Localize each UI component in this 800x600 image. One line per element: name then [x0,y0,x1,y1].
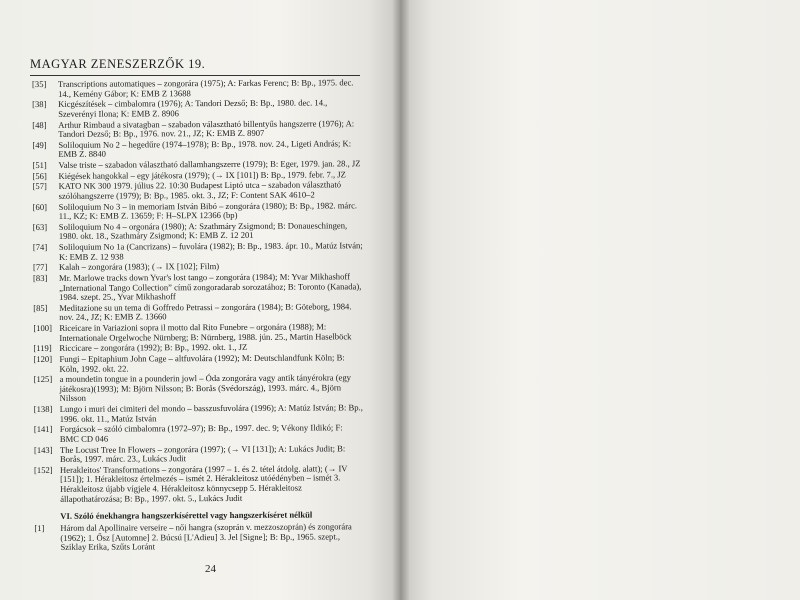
left-page-header [30,57,360,72]
entry-text: KATO NK 300 1979. július 22. 10:30 Budapest Liptó utca – szabadon választható szólóhangszerre (1979); B: Bp., 1985. okt. 3., JZ; F: Content SAK 4610–2 [58,179,342,201]
entry-number: [125] [33,374,53,385]
entry-number: [57] [32,181,47,192]
catalog-entry [34,373,364,404]
entry-number: [49] [32,139,47,150]
entry-number: [138] [33,403,53,414]
entry-number: [38] [32,99,47,110]
entry-number: [119] [33,343,52,354]
entry-text: Soliloquium No 1a (Cancrizans) – fuvolára (1982); B: Bp., 1983. ápr. 10., Matúz István; K: EMB Z. 12 938 [58,240,363,262]
entry-text: Riccicare – zongorára (1992); B: Bp., 1992. okt. 1., JZ [59,342,248,354]
catalog-entry [33,322,363,343]
entry-text: Arthur Rimbaud a sivatagban – szabadon választható billentyűs hangszerre (1976); A: Tandori Dezső; B: Bp., 1976. nov. 21., JZ; K: EMB Z. 8907 [58,117,355,139]
entry-text: Kicgészítések – cimbalomra (1976); A: Tandori Dezső; B: Bp., 1980. dec. 14., Szeverényi Ilona; K: EMB Z. 8906 [58,97,328,119]
catalog-entry [33,272,363,303]
entry-number: [77] [32,262,48,273]
catalog-entry [34,522,364,553]
entry-text: Kiégések hangokkal – egy játékosra (1979); (→ IX [101]) B: Bp., 1979. febr. 7., JZ [58,168,346,181]
entry-number: [60] [32,201,48,212]
entry-number: [120] [33,353,53,364]
catalog-entry [34,403,364,424]
catalog-entry [32,78,362,99]
entry-text: Soliloquium No 4 – orgonára (1980); A: Szathmáry Zsigmond; B: Donaueschingen, 1980. okt. 18., Szathmáry Zsigmond; K: EMB Z. 12 201 [58,220,348,242]
entry-number: [1] [34,522,45,533]
entry-number: [51] [32,159,47,170]
entry-number: [56] [32,170,47,181]
entry-number: [83] [33,272,48,283]
catalog-entry [33,221,363,242]
entry-text: Forgácsok – szóló cimbalomra (1972–97); B: Bp., 1997. dec. 9; Vékony Ildikó; F: BMC CD 046 [59,422,343,444]
left-column [32,78,364,553]
entry-number: [74] [32,241,48,252]
catalog-entry [34,464,364,504]
entry-text: Valse triste – szabadon választható dallamhangszerre (1979); B: Eger, 1979. jan. 28., JZ [58,158,361,170]
entry-text: Soliloquium No 2 – hegedűre (1974–1978); B: Bp., 1978. nov. 24., Ligeti András; K: EMB Z. 8840 [58,138,352,160]
left-page-number: 24 [205,563,216,575]
entry-text: The Locust Tree In Flowers – zongorára (1997); (→ VI [131]); A: Lukács Judit; B: Borås, 1997. márc. 23., Lukács Judit [59,442,346,464]
catalog-entry [33,353,363,374]
entry-number: [85] [33,302,48,313]
entry-number: [143] [33,444,53,455]
entry-text: Lungo i muri dei cimiteri del mondo – basszusfuvolára (1996); A: Matúz István; B: Bp., 1996. okt. 11., Matúz István [59,402,363,424]
entry-number: [63] [32,221,48,232]
entry-number: [35] [31,78,47,89]
catalog-entry [34,424,364,445]
entry-number: [152] [34,464,53,475]
catalog-entry [32,119,362,140]
entry-number: [141] [33,424,53,435]
entry-text: Meditazione su un tema di Goffredo Petrassi – zongorára (1984); B: Göteborg, 1984. nov. 24., JZ; K: EMB Z. 13660 [59,301,352,323]
section-heading: VI. Szóló énekhangra hangszerkísérettel vagy hangszerkíséret nélkül [60,509,313,522]
right-page [400,0,800,600]
catalog-entry [33,181,363,202]
catalog-entry [32,99,362,120]
catalog-entry [33,201,363,222]
entry-number: [48] [32,119,47,130]
entry-text: Transcriptions automatiques – zongorára (1975); A: Farkas Ferenc; B: Bp., 1975. dec. 14., Kemény Gábor; K: EMB Z 13688 [57,77,354,99]
entry-text: Riceicare in Variazioni sopra il motto dal Rito Funebre – orgonára (1988); M: Internationale Orgelwoche Nürnberg; B: Nürnberg, 1988. jún. 25., Martin Haselböck [59,321,352,343]
entry-text: Kalah – zongorára (1983); (→ IX [102]; Film) [58,261,220,273]
header-rule [30,75,360,76]
entry-text: Mr. Marlowe tracks down Yvar's lost tango – zongorára (1984); M: Yvar Mikhashoff „International Tango Collection” című zongoradarab sorozatához; B: Toronto (Kanada), 1984. szept. 25., Yvar Mikhashoff [59,271,362,302]
catalog-entry [33,241,363,262]
left-running-title: MAGYAR ZENESZERZŐK 19. [30,57,206,71]
catalog-entry [33,302,363,323]
catalog-entry [32,139,362,160]
entry-text: Herakleitos' Transformations – zongorára (1997 – 1. és 2. tétel átdolg. alatt); (→ IV [151]); 1. Hérakleitosz értelmezés – ismét 2. Hérakleitosz utóédényben – ismét 3. Hérakleitosz újabb vígjele 4. Hérakleitosz könnycsepp 5. Hérakleitosz állapothatározása; B: Bp., 1997. okt. 5., Lukács Judit [60,463,348,504]
entry-number: [100] [33,322,52,333]
entry-text: Soliloquium No 3 – in memoriam István Bibó – zongorára (1980); B: Bp., 1982. márc. 11., KZ; K: EMB Z. 13659; F: H–SLPX 12366 (bp) [58,199,358,221]
entry-text: a moundetin tongue in a pounderin jowl – Óda zongorára vagy antik tányérokra (egy játékosra)(1993); M: Björn Nilsson; B: Borås (Svédország), 1993. márc. 4., Björn Nilsson [59,372,351,404]
entry-text: Fungi – Epitaphium John Cage – altfuvolára (1992); M: Deutschlandfunk Köln; B: Köln, 1992. okt. 22. [59,352,345,374]
catalog-entry [34,444,364,465]
entry-text: Három dal Apollinaire verseire – női hangra (szoprán v. mezzoszoprán) és zongorára (1962); 1. Ősz [Automne] 2. Búcsú [L'Adieu] 3. Jel [Signe]; B: Bp., 1965. szept., Sziklay Erika, Szűts Loránt [60,521,352,552]
